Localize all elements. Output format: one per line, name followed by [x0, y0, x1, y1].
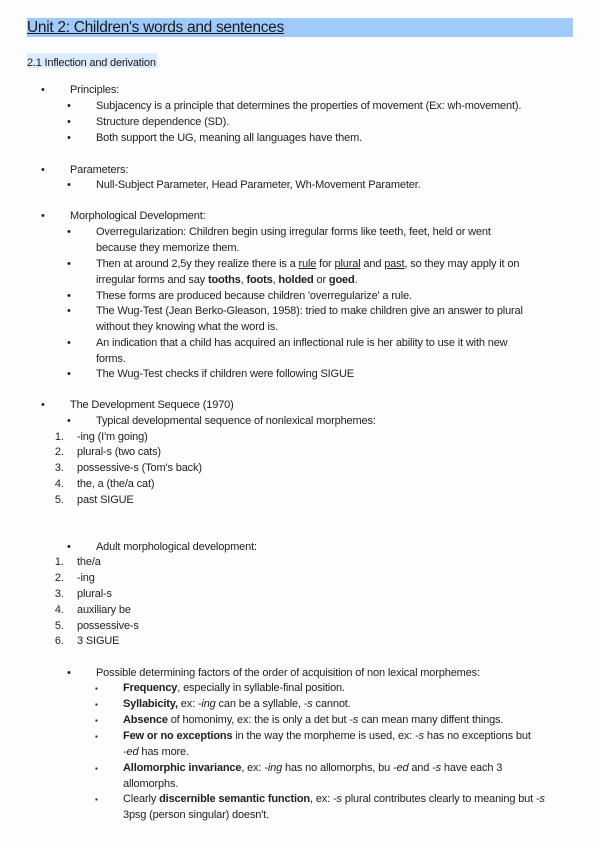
list-item-text — [123, 792, 545, 808]
text-run: auxiliary be — [77, 604, 131, 616]
list-item-text — [96, 115, 229, 131]
text-run: the/a — [77, 556, 101, 568]
list-number: 3. — [54, 462, 64, 474]
list-number: 1. — [54, 431, 64, 443]
list-number: 3. — [54, 588, 64, 600]
bold-text: tooths — [207, 273, 241, 286]
list-item-text — [70, 398, 234, 414]
list-item-text — [123, 729, 531, 745]
bullet-icon: • — [67, 368, 71, 380]
list-item-text — [77, 603, 131, 619]
underlined-text: past — [384, 258, 405, 270]
text-run: , so they may apply it on — [404, 258, 520, 270]
list-item-text — [96, 304, 523, 320]
bold-text: Few or no exceptions — [123, 730, 233, 742]
text-run: Possible determining factors of the order of acquisition of non lexical morphemes: — [96, 667, 480, 679]
list-item-text — [77, 571, 95, 587]
underlined-text: plural — [334, 258, 361, 270]
text-run: Subjacency is a principle that determines the properties of movement (Ex: wh-movement). — [96, 100, 522, 112]
list-item-text — [123, 697, 351, 713]
list-item-text — [96, 131, 362, 147]
italic-text: -s — [415, 730, 424, 742]
text-run: has more. — [138, 745, 189, 758]
list-number: 1. — [54, 556, 64, 568]
italic-text: -s — [349, 714, 359, 726]
list-item-text — [77, 619, 139, 635]
text-run: have each 3 — [441, 762, 503, 774]
list-item-text — [123, 745, 189, 761]
text-run: . — [354, 273, 358, 286]
bullet-icon: • — [67, 667, 71, 679]
bullet-icon: • — [67, 226, 71, 238]
text-run: without they knowing what the word is. — [96, 320, 279, 333]
bullet-icon: • — [67, 305, 71, 317]
text-run: Clearly — [123, 793, 160, 805]
italic-text: -s — [535, 793, 545, 805]
text-run: the, a (the/a cat) — [77, 478, 155, 490]
text-run: and — [408, 762, 433, 774]
text-run: past SIGUE — [77, 494, 134, 506]
text-run: and — [360, 258, 385, 270]
list-item-text — [96, 289, 412, 305]
list-item-text — [96, 320, 278, 336]
list-item-text — [70, 163, 128, 179]
list-item-text — [96, 273, 357, 289]
bullet-icon: ▪ — [95, 732, 98, 741]
list-item-text — [123, 761, 502, 777]
bullet-icon: • — [41, 84, 45, 96]
text-run: ex: — [177, 698, 198, 710]
text-run: Null-Subject Parameter, Head Parameter, Wh-Movement Parameter. — [96, 179, 421, 191]
bullet-icon: • — [67, 258, 71, 270]
text-run: for — [316, 258, 335, 270]
list-item-text — [96, 367, 354, 383]
underlined-text: rule — [298, 258, 317, 270]
list-number: 4. — [54, 478, 64, 490]
bullet-icon: ▪ — [95, 716, 98, 725]
bold-text: foots — [246, 273, 273, 286]
text-run: -ing (I'm going) — [77, 431, 148, 443]
bullet-icon: ▪ — [95, 795, 98, 804]
bullet-icon: • — [67, 100, 71, 112]
bold-text: goed — [328, 273, 355, 286]
list-item-text — [96, 257, 519, 273]
text-run: Structure dependence (SD). — [96, 116, 230, 128]
bullet-icon: ▪ — [95, 764, 98, 773]
list-item-text — [70, 83, 119, 99]
list-item-text — [96, 352, 126, 368]
bullet-icon: • — [67, 116, 71, 128]
text-run: or — [313, 273, 329, 286]
text-run: has no exceptions but — [423, 730, 531, 742]
text-run: irregular forms and say — [96, 273, 208, 286]
section-heading: 2.1 Inflection and derivation — [27, 57, 156, 69]
document-title: Unit 2: Children's words and sentences — [27, 19, 284, 36]
text-run: possessive-s (Tom's back) — [77, 462, 202, 474]
list-item-text — [77, 493, 134, 509]
list-item-text — [77, 634, 119, 650]
italic-text: -ed — [123, 745, 139, 758]
italic-text: -ing — [264, 762, 283, 774]
italic-text: -ed — [392, 762, 409, 774]
list-item-text — [96, 666, 480, 682]
text-run: 3psg (person singular) doesn't. — [123, 808, 270, 821]
bullet-icon: • — [67, 132, 71, 144]
list-number: 4. — [54, 604, 64, 616]
text-run: , ex: — [241, 762, 265, 774]
bullet-icon: • — [41, 210, 45, 222]
bold-text: Absence — [123, 714, 168, 726]
bold-text: discernible semantic function — [159, 793, 311, 805]
text-run: , — [240, 273, 247, 286]
list-number: 6. — [54, 635, 64, 647]
list-item-text — [123, 808, 269, 824]
text-run: Overregularization: Children begin using irregular forms like teeth, feet, held or went — [96, 226, 491, 238]
italic-text: -s — [303, 698, 313, 710]
text-run: Both support the UG, meaning all languages have them. — [96, 132, 362, 144]
bullet-icon: • — [67, 337, 71, 349]
text-run: These forms are produced because children 'overregularize' a rule. — [96, 290, 412, 302]
list-item-text — [96, 225, 491, 241]
text-run: , — [272, 273, 279, 286]
bullet-icon: • — [41, 399, 45, 411]
bold-text: Syllabicity, — [123, 698, 178, 710]
list-item-text — [77, 555, 101, 571]
text-run: forms. — [96, 352, 126, 365]
text-run: Typical developmental sequence of nonlexical morphemes: — [96, 415, 376, 427]
list-item-text — [123, 681, 345, 697]
italic-text: -s — [332, 793, 342, 805]
list-item-text — [96, 178, 421, 194]
list-number: 2. — [54, 572, 64, 584]
text-run: can mean many diffent things. — [358, 714, 504, 726]
italic-text: -s — [432, 762, 442, 774]
bullet-icon: ▪ — [95, 700, 98, 709]
list-item-text — [77, 430, 148, 446]
text-run: because they memorize them. — [96, 241, 240, 254]
text-run: 3 SIGUE — [77, 635, 120, 647]
list-item-text — [123, 713, 503, 729]
bold-text: holded — [278, 273, 314, 286]
bullet-icon: • — [67, 541, 71, 553]
list-item-text — [77, 445, 161, 461]
list-item-text — [123, 777, 178, 793]
text-run: The Development Sequece (1970) — [70, 399, 234, 411]
list-item-text — [96, 336, 507, 352]
text-run: The Wug-Test checks if children were following SIGUE — [96, 368, 354, 380]
section-heading-bar — [27, 53, 157, 68]
text-run: -ing — [77, 572, 95, 584]
text-run: can be a syllable, — [215, 698, 304, 710]
text-run: Then at around 2,5y they realize there is a — [96, 258, 299, 270]
list-item-text — [96, 99, 521, 115]
list-number: 5. — [54, 620, 64, 632]
text-run: The Wug-Test (Jean Berko-Gleason, 1958): tried to make children give an answer to plural — [96, 305, 523, 317]
text-run: Morphological Development: — [70, 210, 206, 222]
list-item-text — [77, 461, 202, 477]
text-run: in the way the morpheme is used, ex: — [232, 730, 416, 742]
bullet-icon: • — [67, 179, 71, 191]
bullet-icon: ▪ — [95, 684, 98, 693]
text-run: An indication that a child has acquired an inflectional rule is her ability to use it with new — [96, 337, 508, 349]
list-item-text — [96, 540, 257, 556]
text-run: plural-s (two cats) — [77, 446, 161, 458]
bullet-icon: • — [67, 290, 71, 302]
bold-text: Allomorphic invariance — [123, 762, 242, 774]
text-run: plural contributes clearly to meaning but — [341, 793, 536, 805]
bullet-icon: • — [41, 164, 45, 176]
list-item-text — [77, 477, 154, 493]
list-number: 5. — [54, 494, 64, 506]
text-run: Adult morphological development: — [96, 541, 257, 553]
list-number: 2. — [54, 446, 64, 458]
text-run: , especially in syllable-final position. — [177, 682, 345, 694]
text-run: plural-s — [77, 588, 112, 600]
bullet-icon: • — [67, 415, 71, 427]
list-item-text — [96, 241, 239, 257]
text-run: Parameters: — [70, 164, 129, 176]
text-run: cannot. — [312, 698, 351, 710]
text-run: allomorphs. — [123, 777, 179, 790]
list-item-text — [70, 209, 206, 225]
text-run: , ex: — [310, 793, 333, 805]
text-run: possessive-s — [77, 620, 139, 632]
document-title-bar — [27, 18, 573, 37]
text-run: of homonimy, ex: the is only a det but — [167, 714, 350, 726]
list-item-text — [96, 414, 376, 430]
bold-text: Frequency — [123, 682, 178, 694]
text-run: has no allomorphs, bu — [282, 762, 393, 774]
italic-text: -ing — [197, 698, 216, 710]
text-run: Principles: — [70, 84, 120, 96]
list-item-text — [77, 587, 112, 603]
